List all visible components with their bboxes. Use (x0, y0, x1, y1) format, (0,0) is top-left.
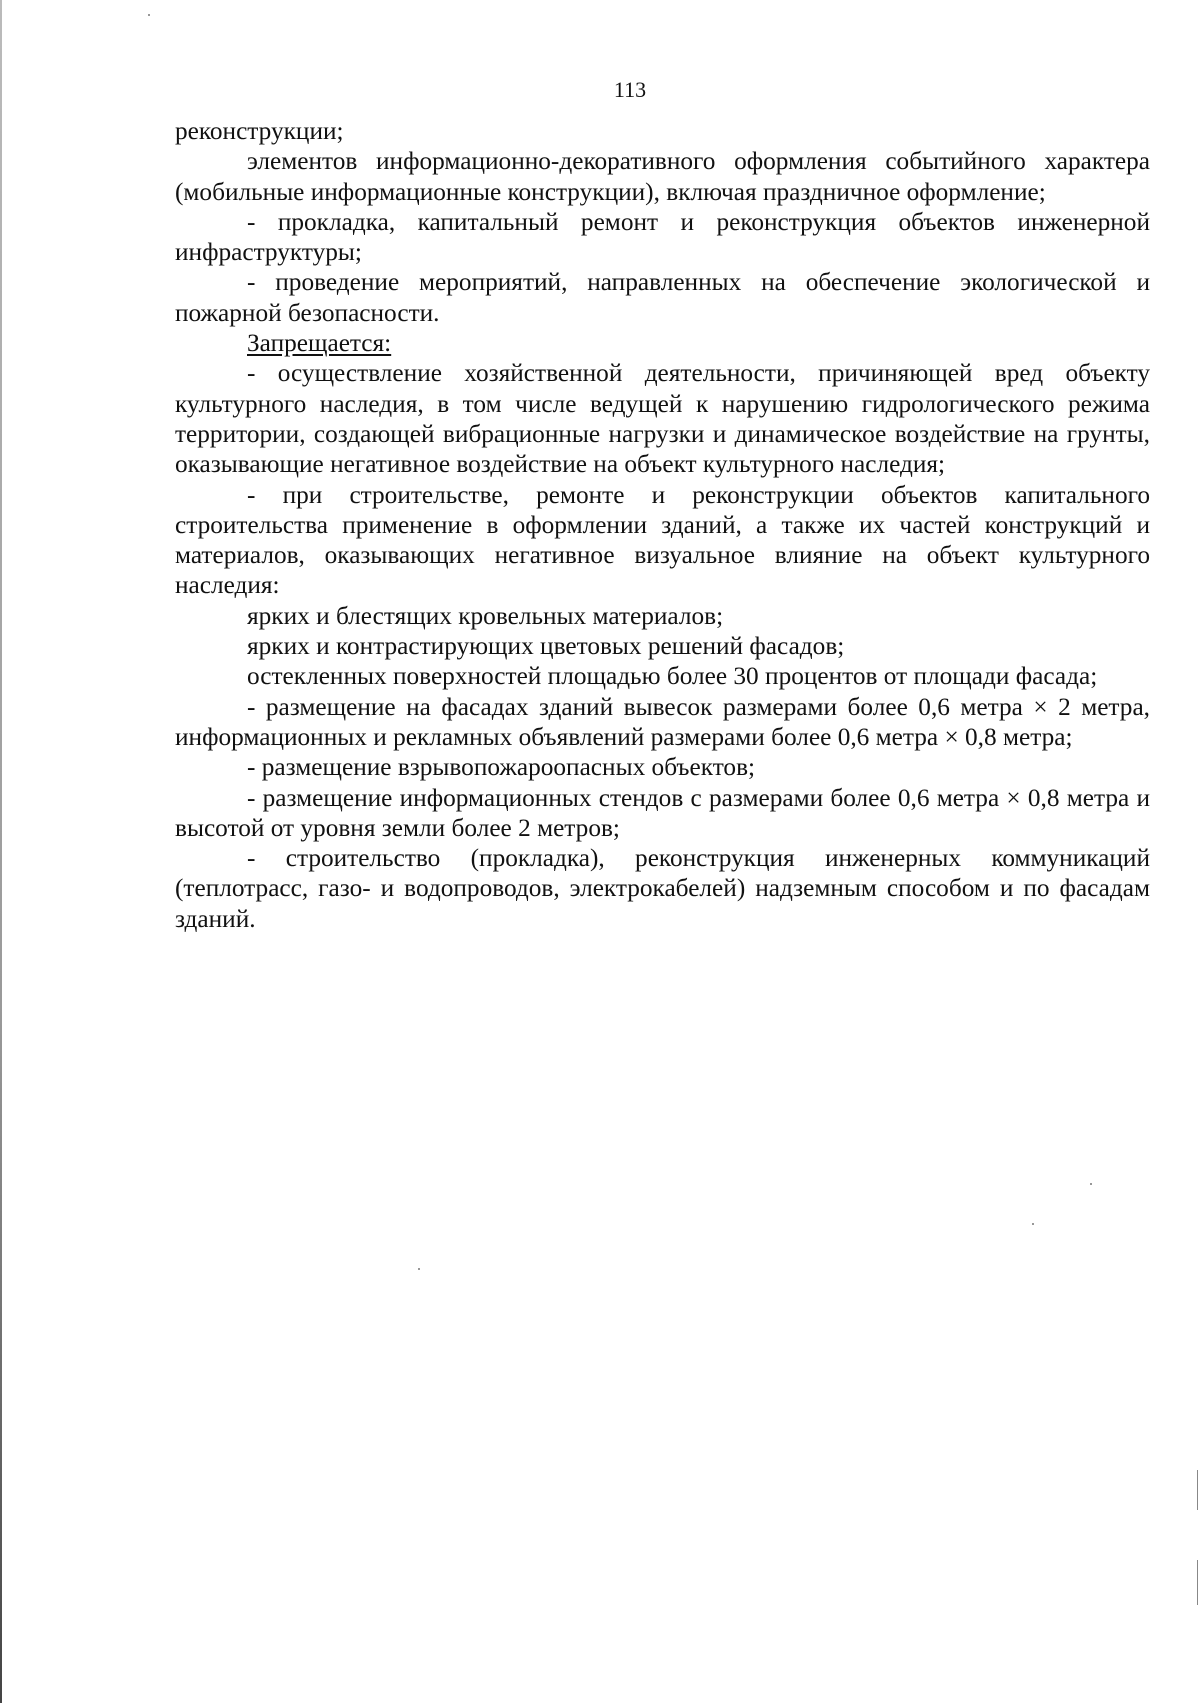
scan-speck (1032, 1223, 1034, 1225)
paragraph: ярких и блестящих кровельных материалов; (247, 601, 724, 630)
scan-speck (148, 14, 150, 16)
scan-left-edge (0, 0, 2, 1703)
scan-speck (1090, 1183, 1092, 1185)
page-number: 113 (613, 77, 647, 102)
paragraph: - при строительстве, ремонте и реконструкции объектов капитального строительства применение в оформлении зданий, а также их частей конструкций и материалов, оказывающих негативное визуальное влияние на объект культурного наследия: (175, 480, 1150, 600)
paragraph: - осуществление хозяйственной деятельности, причиняющей вред объекту культурного наследия, в том числе ведущей к нарушению гидрологического режима территории, создающей вибрационные нагрузки и динамическое воздействие на грунты, оказывающие негативное воздействие на объект культурного наследия; (175, 359, 1150, 479)
paragraph: - размещение на фасадах зданий вывесок размерами более 0,6 метра × 2 метра, информационных и рекламных объявлений размерами более 0,6 метра × 0,8 метра; (175, 692, 1150, 751)
paragraph: - размещение информационных стендов с размерами более 0,6 метра × 0,8 метра и высотой от уровня земли более 2 метров; (175, 783, 1150, 842)
scan-speck (418, 1268, 420, 1270)
scan-right-edge-mark (1197, 1470, 1198, 1510)
paragraph: - прокладка, капитальный ремонт и реконструкция объектов инженерной инфраструктуры; (175, 207, 1150, 267)
section-heading: Запрещается: (247, 329, 392, 358)
paragraph: реконструкции; (175, 117, 344, 145)
paragraph (175, 328, 1150, 358)
paragraph: - проведение мероприятий, направленных на обеспечение экологической и пожарной безопасности. (175, 268, 1150, 327)
paragraph: - размещение взрывопожароопасных объектов; (247, 753, 756, 782)
scan-right-edge-mark (1197, 1560, 1198, 1605)
paragraph: - строительство (прокладка), реконструкция инженерных коммуникаций (теплотрасс, газо- и водопроводов, электрокабелей) надземным способом и по фасадам зданий. (175, 844, 1150, 933)
paragraph: элементов информационно-декоративного оформления событийного характера (мобильные информационные конструкции), включая праздничное оформление; (175, 147, 1150, 206)
document-body (175, 116, 1150, 934)
paragraph: остекленных поверхностей площадью более 30 процентов от площади фасада; (247, 662, 1098, 691)
paragraph: ярких и контрастирующих цветовых решений фасадов; (247, 632, 845, 661)
